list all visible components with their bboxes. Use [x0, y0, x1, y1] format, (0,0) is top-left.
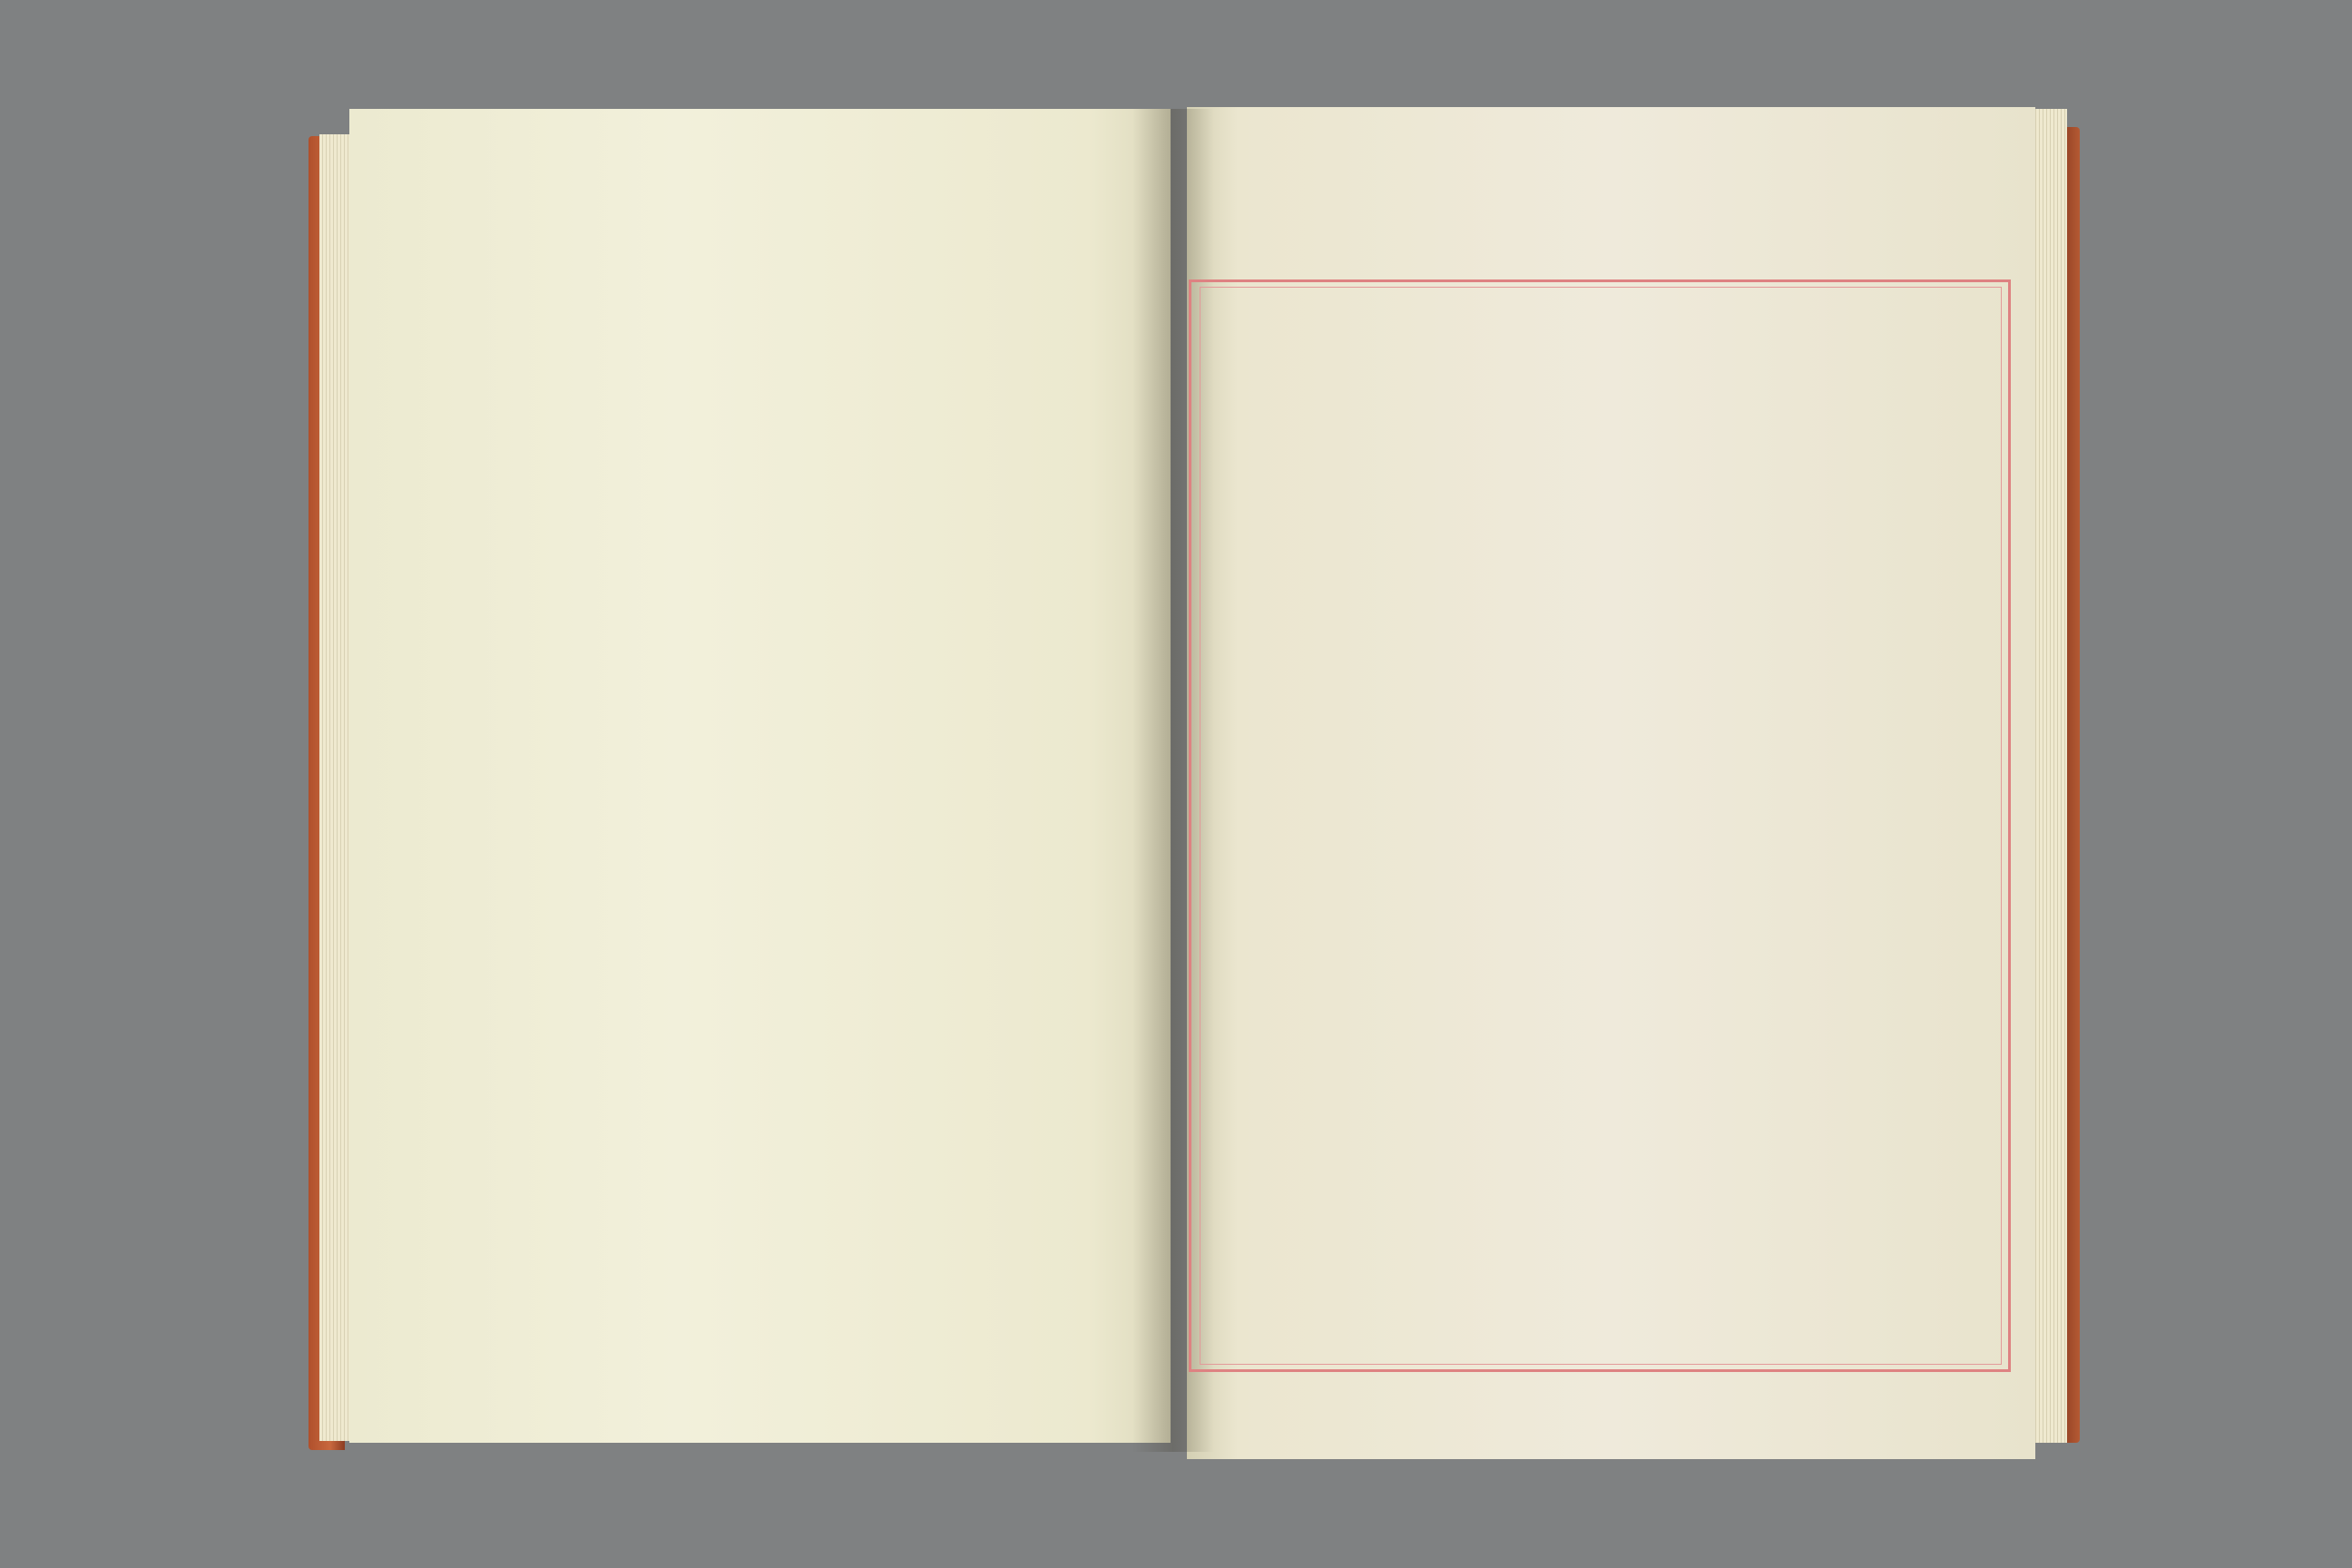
manuscript-grid-inner [1200, 287, 2002, 1365]
blank-left-page [349, 109, 1171, 1443]
manuscript-header [1275, 225, 1896, 279]
author-signature [1212, 1248, 1267, 1366]
